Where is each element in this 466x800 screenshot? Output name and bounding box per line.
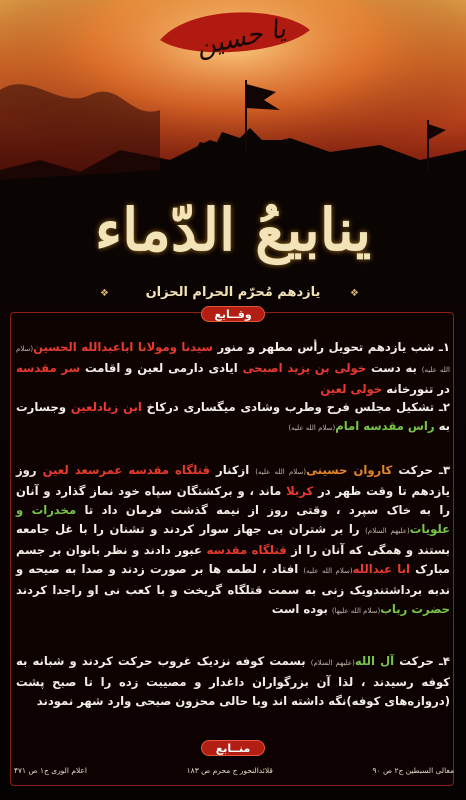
honorific: (سلام الله علیه) xyxy=(303,567,353,575)
page-subtitle: یازدهم مُحرّم الحرام الحزان xyxy=(145,285,321,300)
event-text: وجسارت به xyxy=(16,400,450,433)
event-text: ۲ـ تشکیل مجلس فرح وطرب وشادی میگساری درکاخ xyxy=(141,400,450,414)
highlight-name: قتلگاه مقدسه xyxy=(128,463,211,477)
honorific: (علیهم السلام) xyxy=(310,659,355,667)
highlight-name: ابا عبدالله xyxy=(352,562,410,576)
event-text: در تنورخانه xyxy=(382,382,450,396)
highlight-name: عمرسعد لعین xyxy=(42,463,123,477)
source-citation: قلائدالنحور ج محرم ص ۱۸۳ xyxy=(186,766,273,775)
event-text: را بر شتران بی جهاز سوار کردند و تشنان را با غل جامعه بستند و همگی که آنان را از xyxy=(16,522,450,557)
event-text: روز یازدهم تا وقت ظهر در xyxy=(16,463,450,498)
event-text: ماند ، و برکشتگان سپاه خود نماز گذارد و آنان را به خاک سپرد ، وقتی روز از نیمه گذشت فرمان داد تا xyxy=(16,484,450,517)
event-text: ایادی دارمی لعین و اقامت xyxy=(80,361,243,375)
highlight-name: مخدرات و علویات xyxy=(16,503,451,536)
source-citation: معالی السبطین ج۲ ص ۹۰ xyxy=(372,766,454,775)
event-text: افتاد ، لطمه ها بر صورت زدند و صدا به صیحه و ندبه برداشتندویک زنی به سمت قتلگاه گریخت و با کعب نی او راجدا کردند xyxy=(16,562,450,597)
ornament-icon: ❖ xyxy=(350,288,359,299)
event-text: عبور دادند و نظر بانوان بر جسم مبارک xyxy=(16,543,450,576)
highlight-name: سر مقدسه xyxy=(16,361,81,375)
highlight-name: خولی لعین xyxy=(320,382,383,396)
highlight-name: سیدنا ومولانا اباعبدالله الحسین xyxy=(33,340,213,354)
section-label-events: وقــایع xyxy=(201,306,265,322)
section-label-sources: منــابع xyxy=(201,740,265,756)
highlight-name: آل الله xyxy=(354,654,395,668)
event-text: بوده است xyxy=(271,602,332,616)
event-item xyxy=(16,338,450,399)
highlight-name: حضرت رباب xyxy=(380,602,450,616)
highlight-name: خولی بن یزید اصبحی xyxy=(242,361,367,375)
honorific: (سلام الله علیه) xyxy=(16,345,450,374)
highlight-name: کاروان حسینی xyxy=(306,463,393,477)
honorific: (سلام الله علیها) xyxy=(331,607,381,615)
page-title: ینابیعُ الدّماء xyxy=(94,196,372,264)
source-citation: اعلام الوری ج۱ ص ۴۷۱ xyxy=(14,766,87,775)
highlight-name: کربلا xyxy=(286,484,314,498)
event-item xyxy=(16,398,450,438)
highlight-name: ابن زیادلعین xyxy=(70,400,142,414)
event-item xyxy=(16,652,450,711)
event-text: به دست xyxy=(366,361,422,375)
honorific: (سلام الله علیه) xyxy=(288,424,336,432)
event-item xyxy=(16,461,450,621)
highlight-name: قتلگاه مقدسه xyxy=(206,543,287,557)
event-text: ۱ـ شب یازدهم تحویل رأس مطهر و منور xyxy=(212,340,450,354)
event-text: ۴ـ حرکت xyxy=(394,654,450,668)
event-text: بسمت کوفه نزدیک غروب حرکت کردند و شبانه به کوفه رسیدند ، لذا آن بزرگواران داغدار و مصیبت زده را تا صبح پشت (دروازه‌های کوفه)نگه داشته اند وبا حالی محزون صبحی وارد شهر نمودند xyxy=(16,654,450,708)
highlight-name: راس مقدسه امام xyxy=(335,419,435,433)
event-text: ۳ـ حرکت xyxy=(392,463,451,477)
sources-row xyxy=(14,766,454,780)
ornament-icon: ❖ xyxy=(100,288,109,299)
honorific: (علیهم السلام) xyxy=(365,527,410,535)
emblem-calligraphy: یا حسین xyxy=(193,13,289,63)
event-text: ازکنار xyxy=(210,463,256,477)
honorific: (سلام الله علیه) xyxy=(255,468,307,476)
